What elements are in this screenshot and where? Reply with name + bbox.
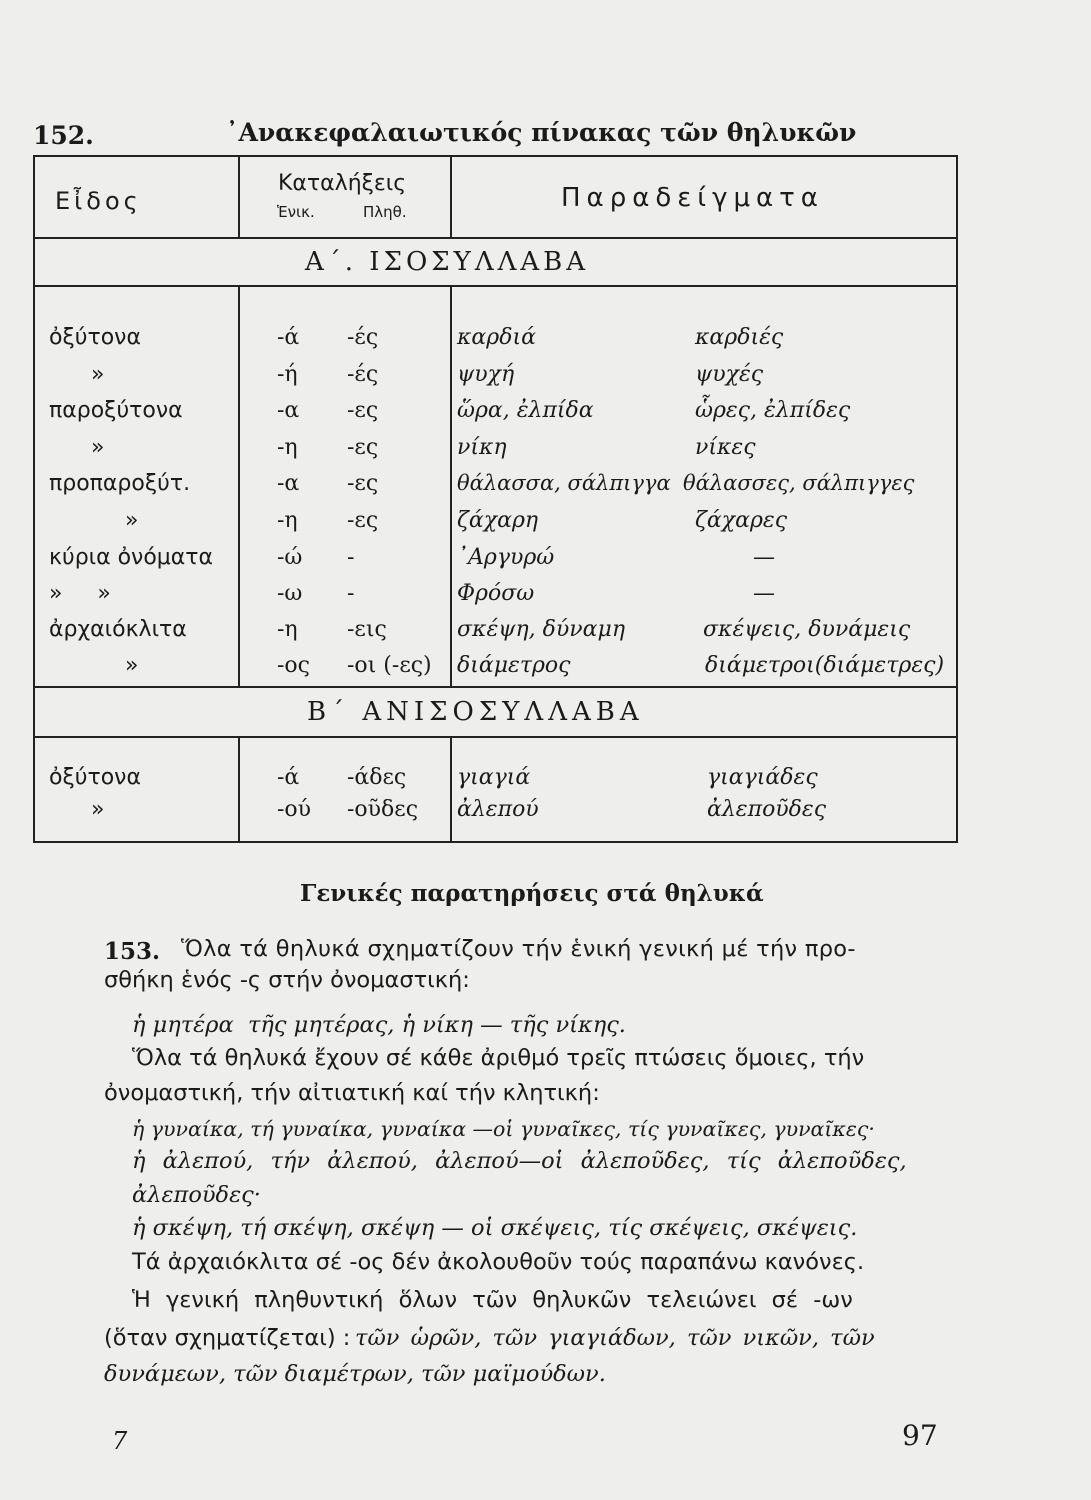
row-sg-ending: -ή [277,362,298,387]
col-divider-1b [238,736,240,841]
row-example-sg: σκέψη, δύναμη [457,617,625,642]
row-example-sg: καρδιά [457,325,536,350]
header-endings: Καταλήξεις [278,171,407,196]
signature-mark: 7 [112,1427,128,1455]
col-divider-1a [238,285,240,686]
row-kind: ὀξύτονα [49,765,141,790]
row-pl-ending: - [347,545,355,570]
p1-line1: Ὅλα τά θηλυκά σχηματίζουν τήν ἑνική γενική μέ τήν προ- [181,936,856,962]
row-example-pl: — [753,545,775,570]
row-sg-ending: -α [277,398,300,423]
row-pl-ending: -οῦδες [347,797,419,822]
row-kind: κύρια ὀνόματα [49,545,214,570]
row-sg-ending: -ος [277,653,310,678]
row-example-sg: Φρόσω [457,581,535,606]
summary-table [33,155,958,843]
p4-line1: Ἡ γενική πληθυντική ὅλων τῶν θηλυκῶν τελειώνει σέ -ων [132,1287,853,1313]
row-pl-ending: -οι (-ες) [347,653,432,678]
row-sg-ending: -ά [277,325,300,350]
section-b-heading: Β΄ ΑΝΙΣΟΣΥΛΛΑΒΑ [307,697,644,727]
section-b-top-divider [35,686,956,688]
col-divider-2a [450,285,452,686]
p4-line3: δυνάμεων, τῶν διαμέτρων, τῶν μαϊμούδων. [104,1361,606,1387]
header-kind: Εἶδος [55,187,142,215]
row-example-pl: γιαγιάδες [707,765,818,790]
row-pl-ending: -ές [347,362,379,387]
row-kind: » [125,508,139,533]
page-number: 97 [902,1419,938,1452]
row-kind: » [91,435,105,460]
p2-line1: Ὅλα τά θηλυκά ἔχουν σέ κάθε ἀριθμό τρεῖς πτώσεις ὅμοιες, τήν [132,1045,865,1071]
row-sg-ending: -η [277,435,298,460]
section-a-heading: Α΄. ΙΣΟΣΥΛΛΑΒΑ [305,247,590,277]
row-kind: ἀρχαιόκλιτα [49,617,187,642]
example-3-line2: ἀλεποῦδες· [132,1182,261,1208]
row-kind: » [91,362,105,387]
p2-line2: ὀνομαστική, τήν αἰτιατική καί τήν κλητική: [104,1080,600,1106]
section-a-divider [35,285,956,287]
row-sg-ending: -ά [277,765,300,790]
row-example-sg: ᾿Αργυρώ [457,545,555,570]
section-b-divider [35,736,956,738]
p1-line2: σθήκη ἑνός -ς στήν ὀνομαστική: [104,967,470,993]
row-example-pl: διάμετροι(διάμετρες) [705,653,945,678]
row-sg-ending: -η [277,508,298,533]
row-example-pl: ἀλεποῦδες [707,797,827,822]
p4-line2-start: (ὅταν σχηματίζεται) : [104,1325,351,1351]
col-divider-1 [238,157,240,237]
row-example-pl: καρδιές [695,325,784,350]
row-sg-ending: -ώ [277,545,303,570]
header-singular: Ἑνικ. [277,203,315,221]
example-1: ἡ μητέρα τῆς μητέρας, ἡ νίκη — τῆς νίκης. [132,1012,626,1038]
row-example-sg: ἀλεπού [457,797,539,822]
row-pl-ending: -ες [347,508,379,533]
row-example-sg: ὥρα, ἐλπίδα [457,398,594,423]
header-examples: Παραδείγματα [561,183,824,213]
row-example-sg: ψυχή [457,362,515,387]
row-example-sg: διάμετρος [457,653,571,678]
row-example-pl: σκέψεις, δυνάμεις [703,617,911,642]
row-sg-ending: -ω [277,581,303,606]
row-sg-ending: -η [277,617,298,642]
example-2: ἡ γυναίκα, τή γυναίκα, γυναίκα —οἱ γυναῖκες, τίς γυναῖκες, γυναῖκες· [132,1117,875,1141]
row-example-sg: ζάχαρη [457,508,539,533]
row-pl-ending: -εις [347,617,387,642]
row-example-pl: ζάχαρες [695,508,788,533]
p4-line2-examples: τῶν ὡρῶν, τῶν γιαγιάδων, τῶν νικῶν, τῶν [355,1325,875,1351]
general-heading: Γενικές παρατηρήσεις στά θηλυκά [300,880,764,907]
row-pl-ending: -ές [347,325,379,350]
row-example-pl: ψυχές [695,362,764,387]
row-example-pl: ὧρες, ἐλπίδες [695,398,851,423]
row-kind: » » [49,581,111,606]
row-kind: προπαροξύτ. [49,471,191,496]
row-example-sg: νίκη [457,435,507,460]
row-example-pl: θάλασσες, σάλπιγγες [683,471,915,495]
col-divider-2b [450,736,452,841]
header-plural: Πληθ. [363,203,407,221]
row-sg-ending: -ού [277,797,312,822]
row-kind: » [125,653,139,678]
row-pl-ending: -άδες [347,765,407,790]
row-example-sg: γιαγιά [457,765,531,790]
row-pl-ending: -ες [347,435,379,460]
col-divider-2 [450,157,452,237]
row-sg-ending: -α [277,471,300,496]
section-number-152: 152. [33,121,94,150]
p3: Τά ἀρχαιόκλιτα σέ -ος δέν ἀκολουθοῦν τούς παραπάνω κανόνες. [132,1249,865,1275]
row-pl-ending: -ες [347,398,379,423]
section-number-153: 153. [104,938,161,965]
row-pl-ending: - [347,581,355,606]
row-kind: » [91,797,105,822]
row-kind: παροξύτονα [49,398,183,423]
header-divider [35,237,956,239]
row-example-pl: — [753,581,775,606]
example-3-line1: ἡ ἀλεπού, τήν ἀλεπού, ἀλεπού—οἱ ἀλεποῦδες, τίς ἀλεποῦδες, [132,1148,907,1174]
table-title: ᾿Ανακεφαλαιωτικός πίνακας τῶν θηλυκῶν [226,118,857,147]
row-example-sg: θάλασσα, σάλπιγγα [457,471,671,495]
row-pl-ending: -ες [347,471,379,496]
row-kind: ὀξύτονα [49,325,141,350]
example-4: ἡ σκέψη, τή σκέψη, σκέψη — οἱ σκέψεις, τίς σκέψεις, σκέψεις. [132,1215,858,1241]
row-example-pl: νίκες [695,435,756,460]
